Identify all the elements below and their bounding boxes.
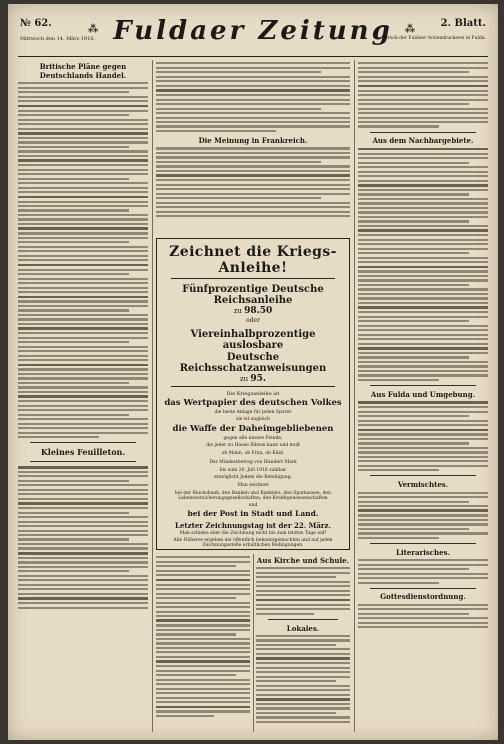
ad-line: das Wertpapier des deutschen Volkes — [164, 397, 342, 408]
ad-line: bei der Post in Stadt und Land. — [187, 508, 319, 518]
article-body — [156, 556, 250, 717]
feuilleton-body — [18, 466, 148, 609]
ad-line: gegen alle unsere Feinde, — [223, 435, 283, 441]
article-body — [256, 635, 350, 723]
ad-line: Man schiebe aber die Zeichnung nicht bis zum letzten Tage auf! — [179, 530, 327, 536]
middle-top-column — [156, 60, 350, 236]
ad-line: Die Kriegsanleihe ist — [226, 390, 280, 397]
newspaper-title — [18, 16, 488, 46]
ad-bond-2-line-1: Viereinhalbprozentige auslosbare — [190, 328, 316, 351]
article-heading: Die Meinung in Frankreich. — [198, 136, 308, 146]
section-divider — [370, 475, 476, 476]
feuilleton-heading: Kleines Feuilleton. — [40, 447, 126, 458]
ad-rule — [171, 386, 335, 387]
ad-deadline: Letzter Zeichnungstag ist der 22. März. — [175, 520, 331, 530]
ad-rule — [171, 278, 335, 279]
article-body — [358, 62, 488, 127]
article-heading: Aus dem Nachbargebiete. — [372, 136, 474, 146]
ad-bond-2-line-2: Deutsche Reichsschatzanweisungen — [179, 351, 327, 374]
ornament-right-icon: ⁂ — [404, 24, 419, 35]
ad-line: Der Mindestbetrag von Hundert Mark — [209, 460, 297, 466]
issue-number: № 62. — [20, 18, 52, 29]
article-heading: Britische Pläne gegen Deutschlands Handel. — [39, 62, 127, 80]
ad-line: Man zeichnet — [237, 482, 269, 488]
ad-line: ob Mann, ob Frau, ob Kind. — [221, 450, 285, 456]
article-body — [156, 62, 350, 132]
column-rule — [152, 60, 153, 732]
column-rule — [253, 554, 254, 732]
article-body — [358, 604, 488, 629]
ad-line: und — [248, 502, 258, 508]
left-column — [18, 60, 148, 732]
ad-line: bis zum 20. Juli 1916 zahlbar — [219, 467, 287, 473]
section-divider — [30, 442, 136, 443]
section-divider — [370, 543, 476, 544]
ad-line: ermöglicht Jedem die Beteiligung. — [213, 475, 293, 481]
ad-line: bei der Reichsbank, den Banken und Bankiers, den Sparkassen, den Lebensversicherungsgesellschaften, den Kreditgenossenschaften — [175, 490, 331, 502]
ad-line: die beste Anlage für jeden Sparer — [214, 409, 292, 415]
ad-line: Alle Näheres ergeben die öffentlich bekanntgemachten und auf jeden Zeichnungsstelle erhältlichen Bedingungen. — [173, 537, 333, 548]
newspaper-page — [8, 4, 498, 740]
ad-bond-1: Fünfprozentige Deutsche Reichsanleihe — [182, 283, 324, 306]
section-divider — [30, 461, 136, 462]
section-divider — [268, 619, 338, 620]
article-heading: Gottesdienstordnung. — [380, 592, 466, 602]
middle-bottom-column-a — [156, 554, 250, 732]
right-column — [358, 60, 488, 732]
ad-line: die jeder zu Hause führen kann und muß — [206, 443, 300, 449]
article-heading: Aus Kirche und Schule. — [256, 556, 350, 565]
sheet-number: 2. Blatt. — [440, 18, 486, 29]
article-heading: Lokales. — [286, 623, 320, 633]
printer-note: Druck der Fuldaer Actiendruckerei in Fulda. — [383, 36, 486, 41]
article-body — [358, 401, 488, 471]
section-divider — [370, 385, 476, 386]
section-divider — [370, 132, 476, 133]
article-body — [358, 492, 488, 539]
column-rule — [354, 60, 355, 732]
ornament-left-icon: ⁂ — [87, 24, 102, 35]
section-divider — [370, 588, 476, 589]
ad-title: Zeichnet die Kriegs-Anleihe! — [169, 244, 337, 276]
middle-bottom-column-b — [256, 554, 350, 732]
article-body — [256, 567, 350, 614]
issue-date: Mittwoch den 14. März 1916. — [20, 36, 96, 42]
article-body — [18, 82, 148, 438]
masthead — [18, 10, 488, 57]
ad-line: die Waffe der Daheimgebliebenen — [172, 423, 334, 434]
article-body — [156, 147, 350, 217]
article-heading: Aus Fulda und Umgebung. — [370, 389, 476, 399]
article-heading: Literarisches. — [396, 547, 450, 557]
article-body — [358, 148, 488, 381]
article-heading: Vermischtes. — [397, 480, 449, 490]
ad-line: sie ist zugleich — [236, 417, 270, 423]
article-body — [358, 559, 488, 584]
war-bond-advertisement — [156, 238, 350, 550]
ad-oder: oder — [246, 316, 260, 324]
ad-price-1: zu 98.50 — [233, 305, 273, 316]
ad-price-2: zu 95. — [239, 373, 267, 384]
newspaper-title-text: Fuldaer Zeitung — [113, 16, 393, 46]
